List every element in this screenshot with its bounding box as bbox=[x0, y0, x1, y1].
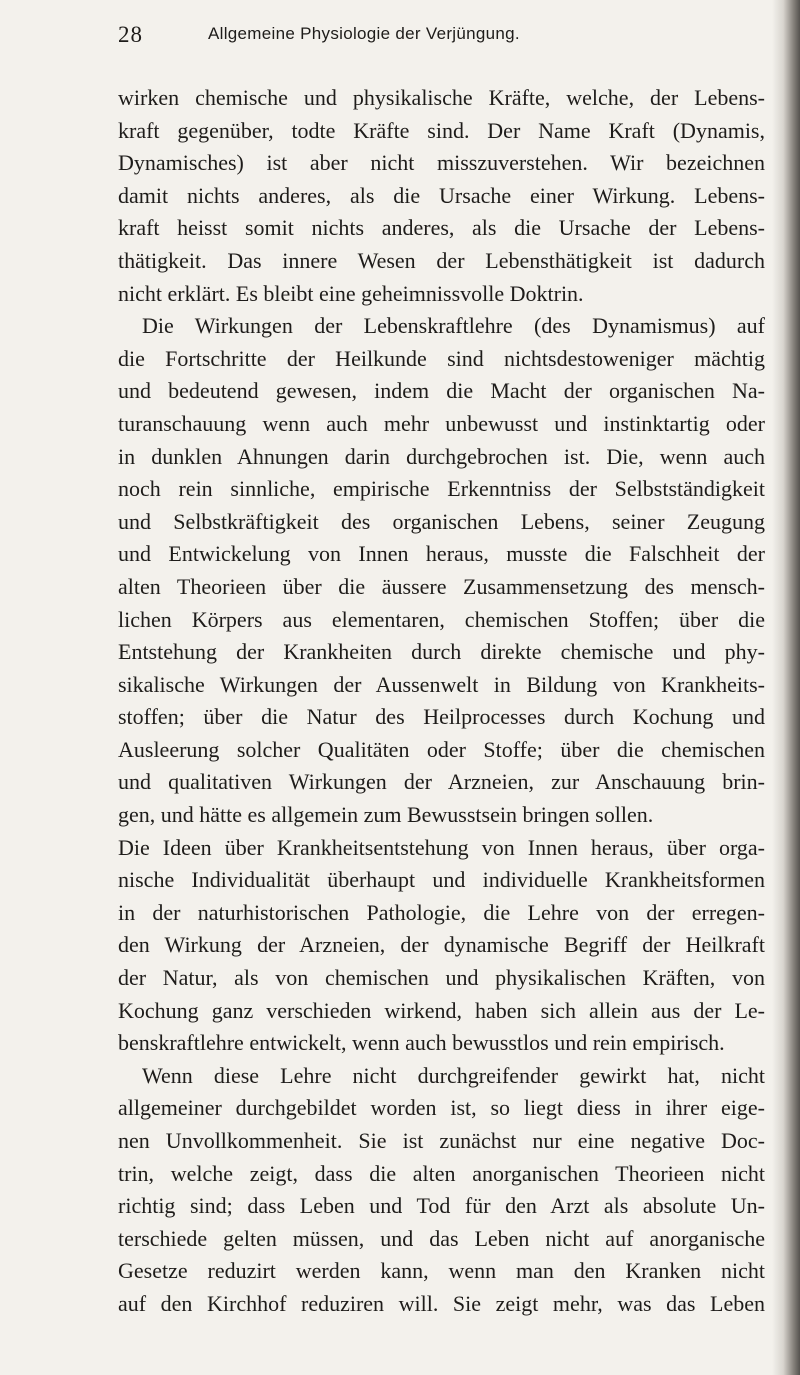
text-line: noch rein sinnliche, empirische Erkenntniss der Selbstständigkeit bbox=[118, 476, 765, 502]
text-line: stoffen; über die Natur des Heilprocesses durch Kochung und bbox=[118, 704, 765, 730]
text-line: thätigkeit. Das innere Wesen der Lebensthätigkeit ist dadurch bbox=[118, 247, 765, 273]
text-line: benskraftlehre entwickelt, wenn auch bewusstlos und rein empirisch. bbox=[118, 1030, 725, 1056]
text-line: Entstehung der Krankheiten durch direkte chemische und phy- bbox=[118, 639, 765, 665]
text-line: Kochung ganz verschieden wirkend, haben sich allein aus der Le- bbox=[118, 997, 765, 1023]
text-line: damit nichts anderes, als die Ursache einer Wirkung. Lebens- bbox=[118, 182, 765, 208]
text-line: alten Theorieen über die äussere Zusammensetzung des mensch- bbox=[118, 573, 765, 599]
text-line: auf den Kirchhof reduziren will. Sie zeigt mehr, was das Leben bbox=[118, 1290, 765, 1316]
text-line: terschiede gelten müssen, und das Leben nicht auf anorganische bbox=[118, 1225, 765, 1251]
text-line: Die Ideen über Krankheitsentstehung von Innen heraus, über orga- bbox=[118, 834, 765, 860]
text-line: nen Unvollkommenheit. Sie ist zunächst nur eine negative Doc- bbox=[118, 1128, 765, 1153]
text-line: Dynamisches) ist aber nicht misszuverstehen. Wir bezeichnen bbox=[118, 150, 765, 176]
text-line: wirken chemische und physikalische Kräfte, welche, der Lebens- bbox=[118, 85, 765, 110]
text-line: Ausleerung solcher Qualitäten oder Stoffe; über die chemischen bbox=[118, 736, 765, 762]
text-line: nicht erklärt. Es bleibt eine geheimnissvolle Doktrin. bbox=[118, 280, 584, 306]
body-text bbox=[118, 82, 765, 1321]
text-line: und Entwickelung von Innen heraus, musste die Falschheit der bbox=[118, 541, 765, 567]
text-line: Gesetze reduzirt werden kann, wenn man den Kranken nicht bbox=[118, 1258, 765, 1284]
page-edge-shadow bbox=[772, 0, 800, 1375]
text-line: richtig sind; dass Leben und Tod für den Arzt als absolute Un- bbox=[118, 1193, 765, 1219]
text-line: den Wirkung der Arzneien, der dynamische Begriff der Heilkraft bbox=[118, 932, 765, 958]
text-line: kraft gegenüber, todte Kräfte sind. Der Name Kraft (Dynamis, bbox=[118, 117, 765, 143]
text-line: sikalische Wirkungen der Aussenwelt in Bildung von Krankheits- bbox=[118, 671, 765, 697]
text-line: die Fortschritte der Heilkunde sind nichtsdestoweniger mächtig bbox=[118, 345, 765, 371]
text-line: in der naturhistorischen Pathologie, die Lehre von der erregen- bbox=[118, 899, 765, 925]
text-line: nische Individualität überhaupt und individuelle Krankheitsformen bbox=[118, 867, 765, 893]
text-line: in dunklen Ahnungen darin durchgebrochen ist. Die, wenn auch bbox=[118, 443, 765, 469]
text-line: und qualitativen Wirkungen der Arzneien, zur Anschauung brin- bbox=[118, 769, 765, 795]
text-line: trin, welche zeigt, dass die alten anorganischen Theorieen nicht bbox=[118, 1160, 765, 1186]
text-line: kraft heisst somit nichts anderes, als die Ursache der Lebens- bbox=[118, 215, 765, 241]
running-title: Allgemeine Physiologie der Verjüngung. bbox=[208, 24, 520, 43]
text-line: lichen Körpers aus elementaren, chemischen Stoffen; über die bbox=[118, 606, 765, 632]
text-line: turanschauung wenn auch mehr unbewusst und instinktartig oder bbox=[118, 410, 765, 436]
text-line: gen, und hätte es allgemein zum Bewusstsein bringen sollen. bbox=[118, 802, 654, 828]
text-line: und Selbstkräftigkeit des organischen Lebens, seiner Zeugung bbox=[118, 508, 765, 534]
page-header bbox=[118, 22, 768, 54]
text-line: allgemeiner durchgebildet worden ist, so liegt diess in ihrer eige- bbox=[118, 1095, 765, 1121]
page-number: 28 bbox=[118, 22, 143, 47]
text-line: der Natur, als von chemischen und physikalischen Kräften, von bbox=[118, 965, 765, 991]
text-line: und bedeutend gewesen, indem die Macht der organischen Na- bbox=[118, 378, 765, 404]
text-line: Die Wirkungen der Lebenskraftlehre (des Dynamismus) auf bbox=[142, 313, 765, 339]
text-line: Wenn diese Lehre nicht durchgreifender gewirkt hat, nicht bbox=[142, 1062, 765, 1088]
